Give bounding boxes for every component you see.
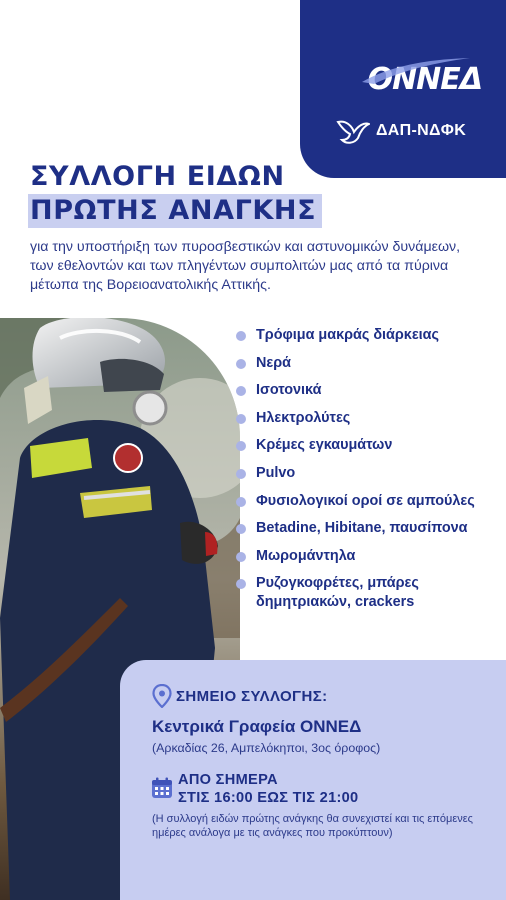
bullet-icon: [236, 359, 246, 369]
list-item: Ηλεκτρολύτες: [236, 409, 496, 437]
bullet-icon: [236, 497, 246, 507]
list-item: Νερά: [236, 354, 496, 382]
collection-note: (Η συλλογή ειδών πρώτης ανάγκης θα συνεχιστεί και τις επόμενες ημέρες ανάλογα με τις ανάγκες που προκύπτουν): [152, 813, 473, 839]
title-line-1: ΣΥΛΛΟΓΗ ΕΙΔΩΝ: [30, 161, 285, 192]
bullet-icon: [236, 414, 246, 424]
schedule-line-2: ΣΤΙΣ 16:00 ΕΩΣ ΤΙΣ 21:00: [178, 790, 359, 806]
bullet-icon: [236, 331, 246, 341]
page-title: [28, 160, 322, 228]
list-item: Ρυζογκοφρέτες, μπάρες δημητριακών, crackers: [236, 574, 496, 612]
collection-address: (Αρκαδίας 26, Αμπελόκηποι, 3ος όροφος): [152, 741, 381, 755]
bullet-icon: [236, 441, 246, 451]
title-line-2: ΠΡΩΤΗΣ ΑΝΑΓΚΗΣ: [28, 194, 322, 228]
dap-ndfk-logo-text: ΔΑΠ-ΝΔΦΚ: [376, 122, 467, 139]
list-item: Betadine, Hibitane, παυσίπονα: [236, 519, 496, 547]
bullet-icon: [236, 552, 246, 562]
bullet-icon: [236, 579, 246, 589]
bullet-icon: [236, 469, 246, 479]
list-item: Ισοτονικά: [236, 381, 496, 409]
collection-schedule: [178, 771, 358, 807]
onned-swoosh-icon: [360, 56, 480, 86]
bullet-icon: [236, 524, 246, 534]
collection-point-heading: ΣΗΜΕΙΟ ΣΥΛΛΟΓΗΣ:: [176, 688, 328, 705]
list-item: Τρόφιμα μακράς διάρκειας: [236, 326, 496, 354]
map-pin-icon: [152, 684, 172, 708]
schedule-line-1: ΑΠΟ ΣΗΜΕΡΑ: [178, 772, 278, 788]
items-list: [236, 326, 496, 612]
bullet-icon: [236, 386, 246, 396]
list-item: Pulvo: [236, 464, 496, 492]
list-item: Κρέμες εγκαυμάτων: [236, 436, 496, 464]
list-item: Μωρομάντηλα: [236, 547, 496, 575]
collection-place: Κεντρικά Γραφεία ΟΝΝΕΔ: [152, 717, 362, 736]
dove-icon: [336, 116, 370, 146]
onned-logo-text: ΟΝΝΕΔ: [367, 62, 482, 97]
dap-ndfk-logo: [336, 116, 466, 146]
list-item: Φυσιολογικοί οροί σε αμπούλες: [236, 492, 496, 520]
onned-logo: [368, 62, 482, 97]
calendar-icon: [151, 777, 173, 799]
intro-text: για την υποστήριξη των πυροσβεστικών και αστυνομικών δυνάμεων, των εθελοντών και των πληγέντων συμπολιτών μας από τα πύρινα μέτωπα της Βορειοανατολικής Αττικής.: [30, 239, 461, 293]
